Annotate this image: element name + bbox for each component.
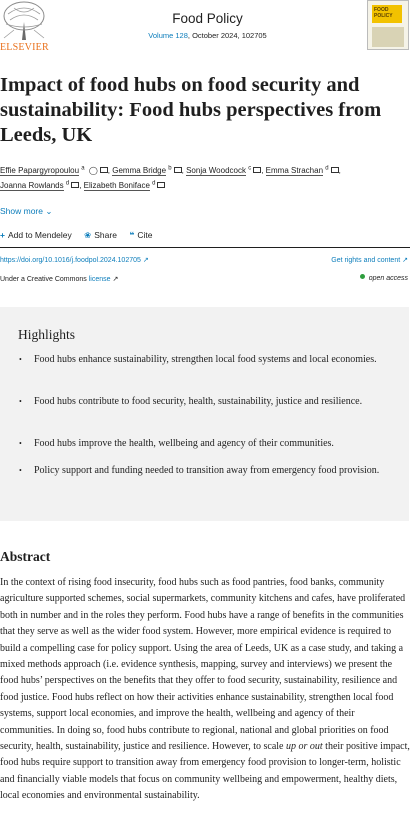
cite-button[interactable] — [129, 230, 152, 241]
license-notice — [0, 275, 118, 283]
rights-link[interactable] — [331, 256, 408, 264]
cover-image — [372, 27, 404, 47]
article-actions — [0, 230, 162, 241]
highlights-section — [0, 307, 409, 521]
external-link-icon: ↗ — [402, 257, 408, 264]
mendeley-label: Add to Mendeley — [7, 230, 72, 240]
author-affiliation: b — [168, 165, 172, 172]
author-link[interactable]: Gemma Bridge — [112, 166, 167, 175]
plus-icon: + — [0, 230, 5, 240]
email-icon[interactable] — [253, 167, 261, 173]
cite-label: Cite — [137, 230, 153, 240]
author-link[interactable]: Joanna Rowlands — [0, 180, 64, 190]
quote-icon: ❝ — [129, 230, 135, 240]
author-affiliation: d — [152, 179, 156, 186]
abstract-emphasis: up or out — [286, 741, 323, 753]
cover-title: FOOD POLICY — [374, 7, 393, 19]
doi-link[interactable] — [0, 256, 149, 264]
chevron-down-icon: ⌄ — [45, 206, 53, 216]
show-more-label: Show more — [0, 206, 43, 216]
author-list: Effie Papargyropoulou $^a$ ◯ , Gemma Bridge $^b$ , Sonja Woodcock $^c$ , Emma Strachan $^d$ , Joanna Rowlands $^d$ , Elizabeth Boniface $^d$ — [0, 165, 341, 190]
author-affiliation: a — [81, 165, 85, 172]
external-link-icon: ↗ — [112, 276, 119, 283]
author-link[interactable]: Elizabeth Boniface — [83, 180, 150, 190]
journal-title[interactable]: Food Policy — [172, 11, 243, 26]
author-affiliation: d — [65, 179, 70, 186]
divider — [0, 247, 410, 248]
share-label: Share — [94, 230, 117, 240]
highlight-item: • Food hubs improve the health, wellbeing and agency of their communities. — [18, 436, 334, 452]
share-icon: ❀ — [84, 230, 92, 240]
external-link-icon: ↗ — [142, 257, 149, 264]
open-access-dot-icon — [360, 274, 365, 279]
abstract-title: Abstract — [0, 549, 51, 564]
author-affiliation: c — [248, 165, 252, 172]
email-icon[interactable] — [331, 167, 339, 173]
open-access-badge — [360, 275, 408, 282]
journal-header — [0, 0, 414, 58]
rights-text: Get rights and content — [331, 257, 401, 264]
license-link[interactable]: license — [88, 276, 111, 283]
show-more-button[interactable] — [0, 206, 53, 217]
abstract-body — [0, 575, 410, 805]
email-icon[interactable] — [174, 167, 182, 173]
highlight-item: • Food hubs contribute to food security, health, sustainability, justice and resilience. — [18, 394, 362, 410]
publisher-name: ELSEVIER — [0, 42, 49, 53]
doi-text: https://doi.org/10.1016/j.foodpol.2024.102705 — [0, 257, 141, 264]
author-link[interactable]: Effie Papargyropoulou — [0, 166, 80, 175]
open-access-label: open access — [368, 275, 408, 282]
journal-cover-thumbnail[interactable] — [367, 0, 409, 50]
add-to-mendeley-button[interactable] — [0, 230, 72, 240]
issue-details: , October 2024, 102705 — [187, 31, 267, 40]
author-link[interactable]: Emma Strachan — [265, 166, 324, 175]
email-icon[interactable] — [71, 182, 79, 188]
license-prefix: Under a Creative Commons — [0, 276, 89, 283]
author-link[interactable]: Sonja Woodcock — [186, 166, 246, 175]
abstract-text-1: In the context of rising food insecurity, food hubs such as food pantries, food banks, community agriculture supported schemes, social supermarkets, community kitchens and cafes, have proliferated both in number and in the roles they perform. Food hubs have a range of benefits in the communities that they serve as well as the wider food system. However, more empirical evidence is required to build a compelling case for policy support. Using the area of Leeds, UK as a case study, and taking a mixed methods approach (i.e. evidence synthesis, mapping, survey and interviews) we present the food hubs’ perspectives on the benefits that they offer to food security, sustainability, resilience and food justice. Food hubs reflect on how their activities enhance sustainability, strengthen local food systems, support local economies, and improve the health, wellbeing and agency of their communities. In doing so, food hubs contribute to regional, national and global priorities on food security, health, sustainability, justice and resilience. However, to scale — [0, 577, 406, 753]
journal-issue — [100, 31, 315, 40]
highlight-item: • Policy support and funding needed to transition away from emergency food provision. — [18, 463, 379, 479]
highlight-item: • Food hubs enhance sustainability, strengthen local food systems and local economies. — [18, 352, 377, 368]
article-title: Impact of food hubs on food security and sustainability: Food hubs perspectives from Leeds, UK — [0, 74, 382, 146]
share-button[interactable] — [84, 230, 117, 241]
author-affiliation: d — [325, 165, 329, 172]
highlights-title: Highlights — [18, 327, 76, 342]
email-icon[interactable] — [100, 167, 108, 173]
email-icon[interactable] — [157, 182, 165, 188]
abstract-text-2: their positive impact, food hubs require support to transition away from emergency food provision to longer-term, holistic and financially viable models that focus on community wellbeing and empowerment, healthy diets, local economies and environmental sustainability. — [0, 741, 410, 802]
volume-link[interactable]: Volume 128 — [148, 31, 188, 40]
person-icon[interactable]: ◯ — [88, 166, 98, 175]
